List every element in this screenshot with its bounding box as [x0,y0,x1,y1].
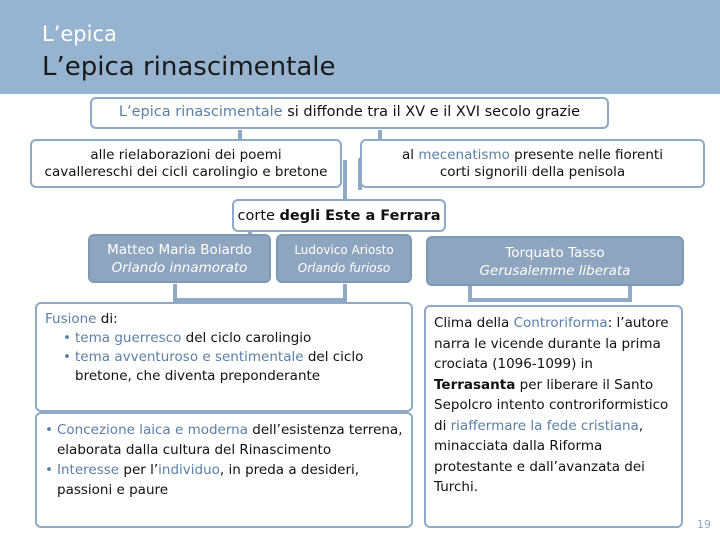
connector-authors [175,284,345,300]
item-text: del ciclo carolingio [181,330,312,346]
right-line-1 [362,147,703,164]
tasso-highlight-2: riaffermare la fede cristiana [450,417,639,434]
tasso-box [424,305,683,528]
list-item [45,460,403,500]
list-item [63,348,403,386]
tasso-text-1: : l’autore narra le vicende durante la prima crociata (1096-1099) in [434,315,669,372]
item-highlight-2: individuo [158,462,220,478]
connector-tasso [470,286,630,300]
left-line-2: cavallereschi dei cicli carolingio e bretone [44,164,328,180]
top-highlight: L’epica rinascimentale [118,104,283,120]
top-text: si diffonde tra il XV e il XVI secolo grazie [282,104,581,120]
list-item [45,420,403,460]
list-item [63,329,403,348]
middle-box [232,199,446,232]
tasso-highlight: Controriforma [513,315,608,331]
left-box [30,139,342,188]
author-work: Gerusalemme liberata [479,263,631,279]
item-text: del ciclo bretone, che diventa preponderante [75,349,364,384]
tasso-pre: Clima della [434,315,514,331]
tasso-terrasanta: Terrasanta [434,376,516,393]
item-highlight: tema avventuroso e sentimentale [75,349,304,365]
author-name: Torquato Tasso [505,245,605,261]
right-box [360,139,705,188]
page-number: 19 [697,518,711,531]
section-label: L’epica [42,22,117,46]
right-highlight: mecenatismo [418,147,510,163]
author-work: Orlando furioso [297,261,391,275]
middle-bold: degli Este a Ferrara [279,208,441,224]
item-highlight: Interesse [57,462,120,478]
author-name: Matteo Maria Boiardo [107,242,252,258]
author-name: Ludovico Ariosto [294,243,394,257]
page-title: L’epica rinascimentale [42,52,336,82]
right-post: presente nelle fiorenti [509,147,663,163]
item-highlight: tema guerresco [75,330,182,346]
item-text-end: , in preda a desideri, passioni e paure [57,462,360,498]
right-pre: al [402,147,419,163]
fusione-suffix: di: [96,311,118,327]
author-work: Orlando innamorato [111,260,248,276]
right-line-2: corti signorili della penisola [439,164,626,180]
fusione-heading [45,310,403,329]
fusione-label: Fusione [45,311,97,327]
item-highlight: Concezione laica e moderna [57,422,249,438]
fusione-box [35,302,413,412]
top-box [90,97,609,129]
tasso-text-3: , minacciata dalla Riforma protestante e dall’avanzata dei Turchi. [434,417,645,495]
tasso-text-2: per liberare il Santo Sepolcro intento controriformistico di [434,376,669,434]
left-line-1: alle rielaborazioni dei poemi [90,147,282,163]
author-box-tasso [426,236,684,286]
item-text: dell’esistenza terrena, elaborata dalla cultura del Rinascimento [57,422,403,458]
author-box-boiardo [88,234,271,283]
concezione-box [35,412,413,528]
item-text: per l’ [119,462,159,478]
middle-pre: corte [237,208,280,224]
author-box-ariosto [276,234,412,283]
